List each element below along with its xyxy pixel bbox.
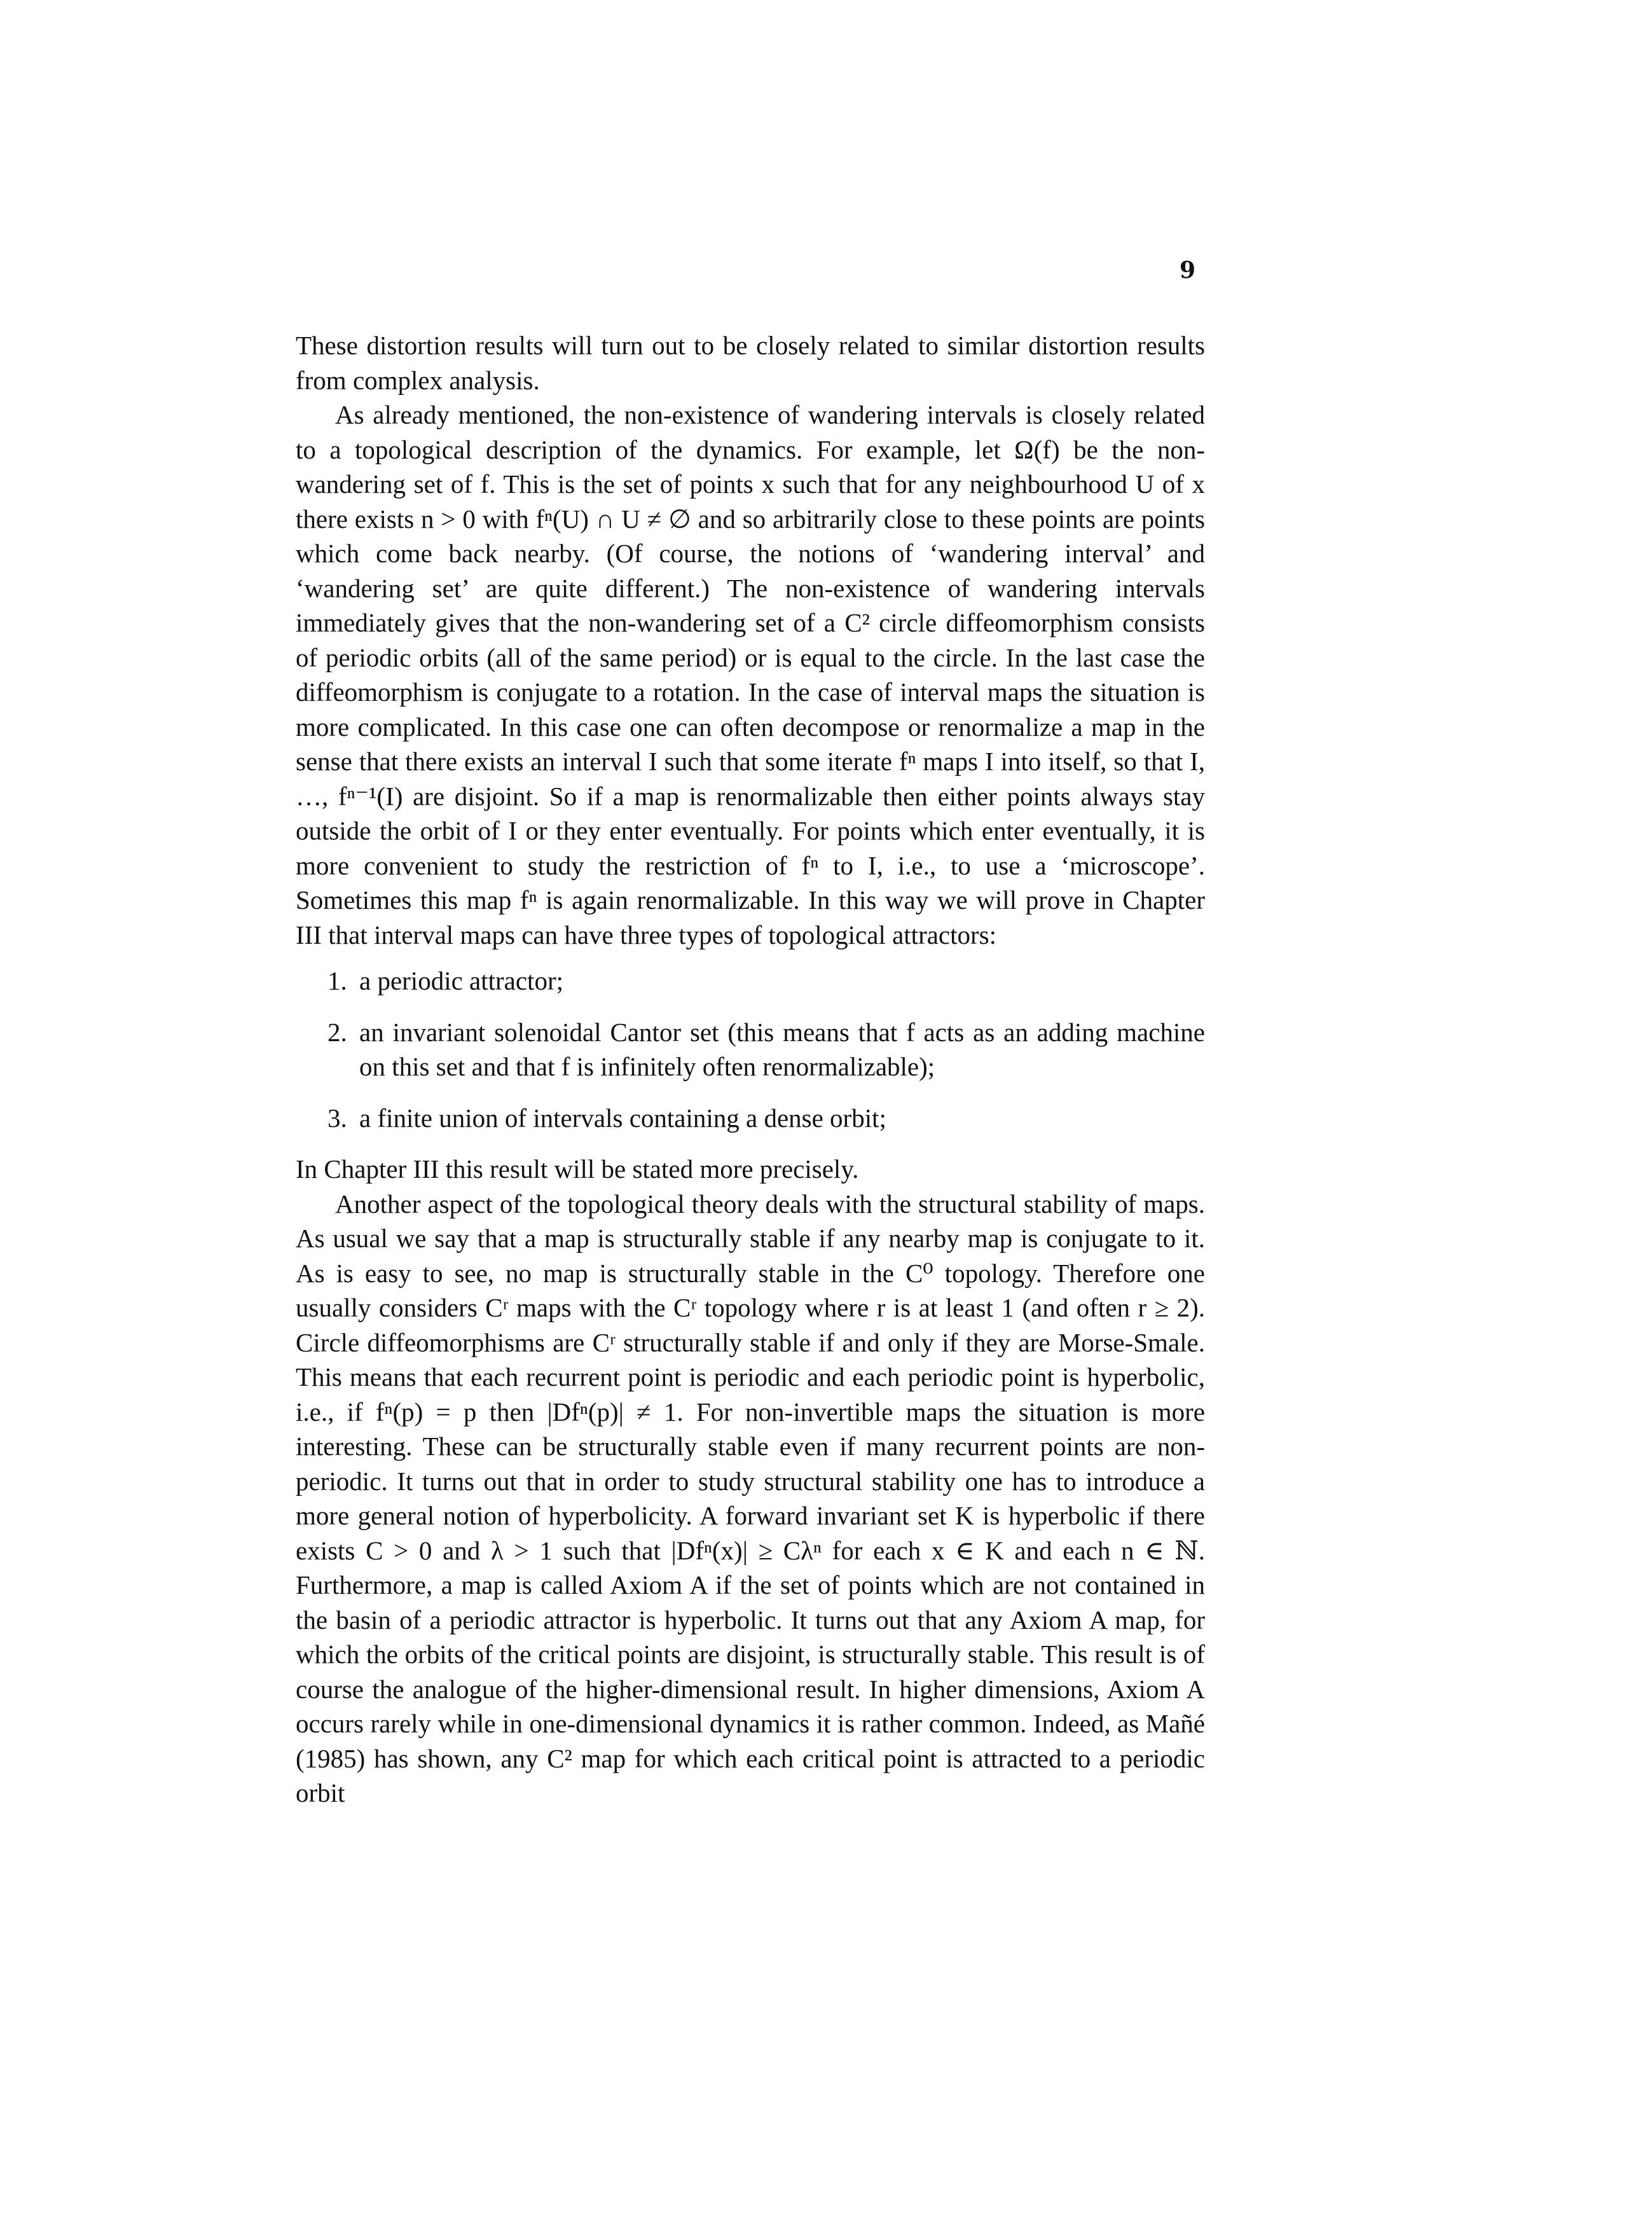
page-number: 9 xyxy=(1179,257,1195,284)
body-text xyxy=(296,328,1205,1811)
list-item xyxy=(296,1015,1205,1084)
paragraph-structural-stability: Another aspect of the topological theory deals with the structural stability of maps. As usual we say that a map is structurally stable if any nearby map is conjugate to it. As is easy to see, no map is structurally stable in the C⁰ topology. Therefore one usually considers Cʳ maps with the Cʳ topology where r is at least 1 (and often r ≥ 2). Circle diffeomorphisms are Cʳ structurally stable if and only if they are Morse-Smale. This means that each recurrent point is periodic and each periodic point is hyperbolic, i.e., if fⁿ(p) = p then |Dfⁿ(p)| ≠ 1. For non-invertible maps the situation is more interesting. These can be structurally stable even if many recurrent points are non-periodic. It turns out that in order to study structural stability one has to introduce a more general notion of hyperbolicity. A forward invariant set K is hyperbolic if there exists C > 0 and λ > 1 such that |Dfⁿ(x)| ≥ Cλⁿ for each x ∈ K and each n ∈ ℕ. Furthermore, a map is called Axiom A if the set of points which are not contained in the basin of a periodic attractor is hyperbolic. It turns out that any Axiom A map, for which the orbits of the critical points are disjoint, is structurally stable. This result is of course the analogue of the higher-dimensional result. In higher dimensions, Axiom A occurs rarely while in one-dimensional dynamics it is rather common. Indeed, as Mañé (1985) has shown, any C² map for which each critical point is attracted to a periodic orbit xyxy=(296,1189,1205,1807)
list-item-text: a periodic attractor; xyxy=(359,966,563,995)
paragraph-chapter-iii: In Chapter III this result will be stated more precisely. xyxy=(296,1154,859,1184)
list-item xyxy=(296,964,1205,998)
paragraph-distortion: These distortion results will turn out to be closely related to similar distortion results from complex analysis. xyxy=(296,331,1205,395)
paragraph-wandering-intervals: As already mentioned, the non-existence of wandering intervals is closely related to a topological description of the dynamics. For example, let Ω(f) be the non-wandering set of f. This is the set of points x such that for any neighbourhood U of x there exists n > 0 with fⁿ(U) ∩ U ≠ ∅ and so arbitrarily close to these points are points which come back nearby. (Of course, the notions of ‘wandering interval’ and ‘wandering set’ are quite different.) The non-existence of wandering intervals immediately gives that the non-wandering set of a C² circle diffeomorphism consists of periodic orbits (all of the same period) or is equal to the circle. In the last case the diffeomorphism is conjugate to a rotation. In the case of interval maps the situation is more complicated. In this case one can often decompose or renormalize a map in the sense that there exists an interval I such that some iterate fⁿ maps I into itself, so that I, …, fⁿ⁻¹(I) are disjoint. So if a map is renormalizable then either points always stay outside the orbit of I or they enter eventually. For points which enter eventually, it is more convenient to study the restriction of fⁿ to I, i.e., to use a ‘microscope’. Sometimes this map fⁿ is again renormalizable. In this way we will prove in Chapter III that interval maps can have three types of topological attractors: xyxy=(296,400,1205,950)
list-item-text: a finite union of intervals containing a dense orbit; xyxy=(359,1103,886,1133)
list-item-text: an invariant solenoidal Cantor set (this means that f acts as an adding machine on this set and that f is infinitely often renormalizable); xyxy=(359,1017,1205,1081)
list-item xyxy=(296,1101,1205,1136)
attractor-types-list xyxy=(296,964,1205,1135)
list-item-number: 3. xyxy=(327,1103,347,1133)
list-item-number: 1. xyxy=(327,966,347,995)
list-item-number: 2. xyxy=(327,1017,347,1047)
